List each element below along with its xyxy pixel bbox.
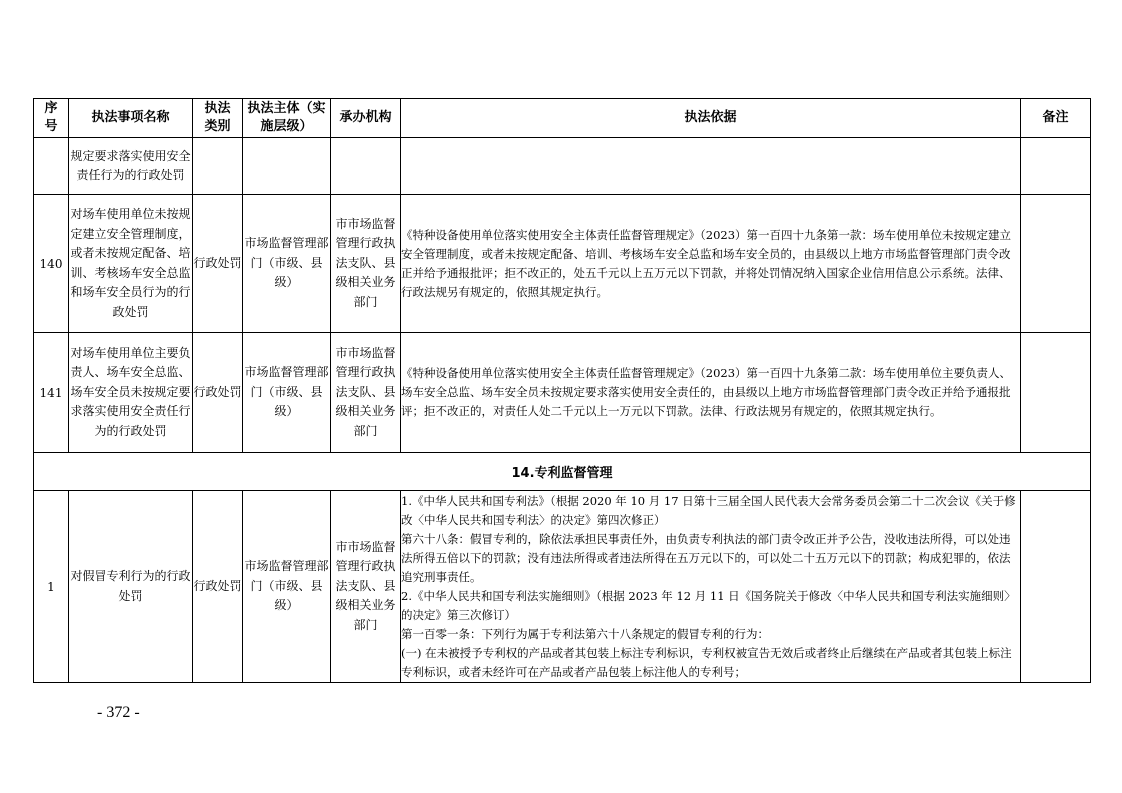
cell-category: 行政处罚 [193, 491, 243, 683]
header-category: 执法类别 [193, 99, 243, 138]
cell-item-name: 对场车使用单位主要负责人、场车安全总监、场车安全员未按规定要求落实使用安全责任行为的行政处罚 [69, 333, 193, 453]
cell-seq: 1 [34, 491, 69, 683]
cell-basis: 《特种设备使用单位落实使用安全主体责任监督管理规定》（2023）第一百四十九条第二款：场车使用单位主要负责人、场车安全总监、场车安全员未按规定要求落实使用安全责任的，由县级以上地方市场监督管理部门责令改正并给予通报批评；拒不改正的，对责任人处二千元以上一万元以下罚款。法律、行政法规另有规定的，依照其规定执行。 [401, 333, 1021, 453]
cell-category: 行政处罚 [193, 333, 243, 453]
table-row [34, 138, 1091, 195]
cell-remark [1021, 138, 1091, 195]
cell-basis [401, 491, 1021, 683]
cell-subject [243, 138, 331, 195]
cell-subject: 市场监督管理部门（市级、县级） [243, 491, 331, 683]
cell-basis [401, 138, 1021, 195]
header-agency: 承办机构 [331, 99, 401, 138]
cell-subject: 市场监督管理部门（市级、县级） [243, 195, 331, 333]
cell-item-name: 对场车使用单位未按规定建立安全管理制度，或者未按规定配备、培训、考核场车安全总监和场车安全员行为的行政处罚 [69, 195, 193, 333]
section-title: 14.专利监督管理 [34, 453, 1091, 491]
cell-agency: 市市场监督管理行政执法支队、县级相关业务部门 [331, 333, 401, 453]
cell-seq: 141 [34, 333, 69, 453]
table-row [34, 491, 1091, 683]
enforcement-table [33, 98, 1091, 683]
cell-item-name: 规定要求落实使用安全责任行为的行政处罚 [69, 138, 193, 195]
cell-item-name: 对假冒专利行为的行政处罚 [69, 491, 193, 683]
cell-agency [331, 138, 401, 195]
table-row [34, 195, 1091, 333]
cell-subject: 市场监督管理部门（市级、县级） [243, 333, 331, 453]
cell-category: 行政处罚 [193, 195, 243, 333]
basis-line: 第六十八条：假冒专利的，除依法承担民事责任外，由负责专利执法的部门责令改正并予公告，没收违法所得，可以处违法所得五倍以下的罚款；没有违法所得或者违法所得在五万元以下的，可以处二十五万元以下的罚款；构成犯罪的，依法追究刑事责任。 [401, 532, 1011, 584]
header-seq: 序号 [34, 99, 69, 138]
table-row [34, 333, 1091, 453]
basis-line: 第一百零一条：下列行为属于专利法第六十八条规定的假冒专利的行为： [401, 627, 769, 641]
cell-basis: 《特种设备使用单位落实使用安全主体责任监督管理规定》（2023）第一百四十九条第一款：场车使用单位未按规定建立安全管理制度，或者未按规定配备、培训、考核场车安全总监和场车安全员的，由县级以上地方市场监督管理部门责令改正并给予通报批评；拒不改正的，处五千元以上五万元以下罚款，并将处罚情况纳入国家企业信用信息公示系统。法律、行政法规另有规定的，依照其规定执行。 [401, 195, 1021, 333]
cell-seq [34, 138, 69, 195]
cell-agency: 市市场监督管理行政执法支队、县级相关业务部门 [331, 491, 401, 683]
page-number: - 372 - [97, 704, 140, 721]
header-row [34, 99, 1091, 138]
cell-remark [1021, 195, 1091, 333]
cell-seq: 140 [34, 195, 69, 333]
header-basis: 执法依据 [401, 99, 1021, 138]
cell-agency: 市市场监督管理行政执法支队、县级相关业务部门 [331, 195, 401, 333]
section-row [34, 453, 1091, 491]
cell-remark [1021, 491, 1091, 683]
header-remark: 备注 [1021, 99, 1091, 138]
cell-remark [1021, 333, 1091, 453]
basis-line: (一) 在未被授予专利权的产品或者其包装上标注专利标识，专利权被宣告无效后或者终止后继续在产品或者其包装上标注专利标识，或者未经许可在产品或者产品包装上标注他人的专利号； [401, 646, 1012, 679]
cell-category [193, 138, 243, 195]
header-item-name: 执法事项名称 [69, 99, 193, 138]
basis-line: 2.《中华人民共和国专利法实施细则》（根据 2023 年 12 月 11 日《国务院关于修改〈中华人民共和国专利法实施细则〉的决定》第三次修订） [401, 589, 1016, 622]
header-subject: 执法主体（实施层级） [243, 99, 331, 138]
basis-line: 1.《中华人民共和国专利法》（根据 2020 年 10 月 17 日第十三届全国人民代表大会常务委员会第二十二次会议《关于修改〈中华人民共和国专利法〉的决定》第四次修正） [401, 494, 1016, 527]
